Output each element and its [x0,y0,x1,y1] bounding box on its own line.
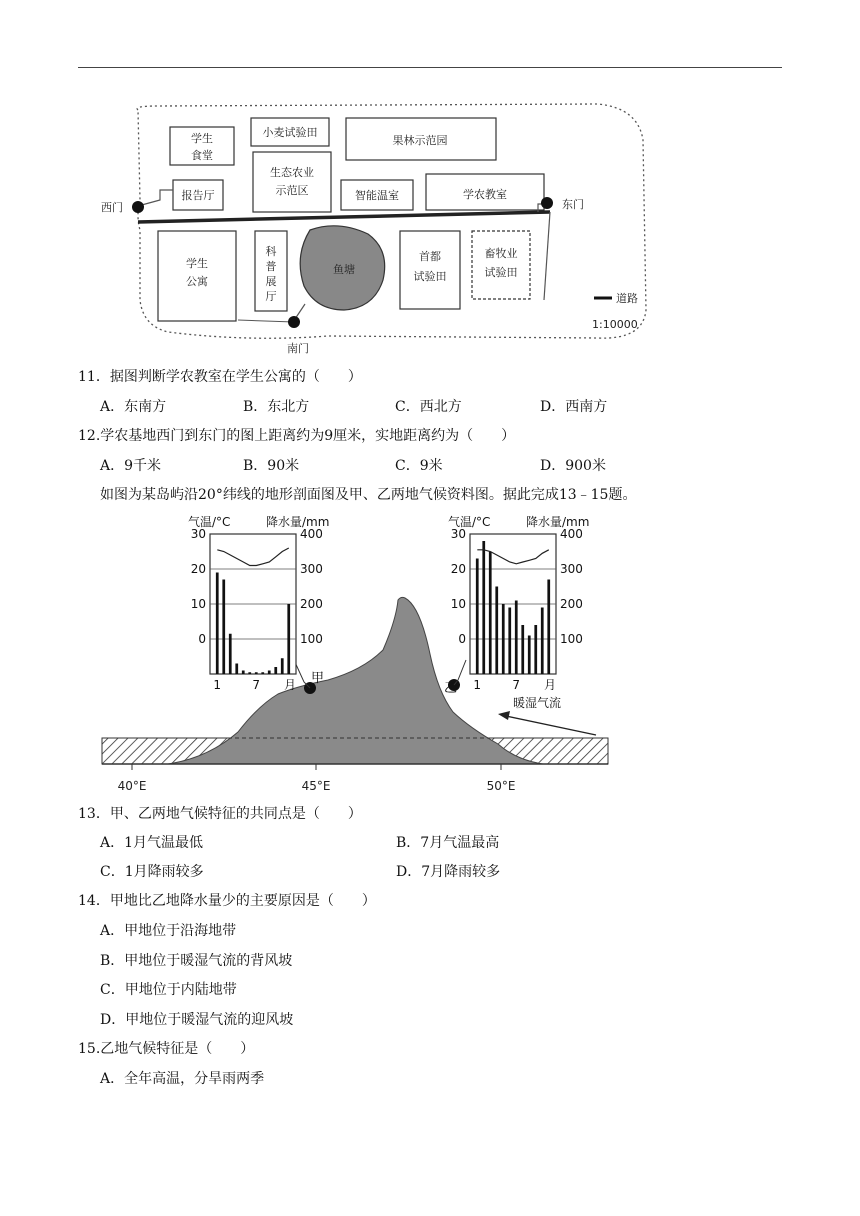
airflow-arrowhead [498,711,510,720]
precip-bar-yi [521,625,524,674]
precip-tick-label-jia: 200 [300,597,323,611]
precip-bar-yi [528,636,531,675]
science-l3: 展 [265,275,277,288]
precip-bar-yi [547,580,550,675]
dorm-l1: 学生 [186,257,208,270]
dorm-l2: 公寓 [186,275,208,288]
precip-bar-yi [482,541,485,674]
canteen-l1: 学生 [191,132,213,145]
q13-option-c: C．1月降雨较多 [100,864,204,880]
road-legend-label: 道路 [616,292,638,305]
q11-option-b: B．东北方 [243,399,310,415]
month-axis-label-yi: 月 [543,678,557,692]
west-gate-marker [132,201,144,213]
precip-bar-jia [235,664,238,675]
temp-tick-label-yi: 20 [450,562,466,576]
climate-chart-jia [188,514,329,692]
precip-tick-label-yi: 400 [560,527,583,541]
temp-tick-label-yi: 0 [458,632,466,646]
q12-option-a: A．9千米 [100,458,162,474]
q15-option-a: A．全年高温，分旱雨两季 [100,1071,265,1087]
q13-stem: 13．甲、乙两地气候特征的共同点是（ ） [78,806,362,822]
main-road [138,212,550,222]
q11-option-a: A．东南方 [100,399,167,415]
q14-option-d: D．甲地位于暖湿气流的迎风坡 [100,1012,294,1028]
precip-tick-label-jia: 100 [300,632,323,646]
precip-bar-yi [489,552,492,675]
precip-bar-yi [515,601,518,675]
q12-option-c: C．9米 [395,458,443,474]
eco-l2: 示范区 [275,184,309,197]
precip-bar-jia [216,573,219,675]
greenhouse-label: 智能温室 [355,189,399,202]
q14-stem: 14．甲地比乙地降水量少的主要原因是（ ） [78,893,376,909]
precip-bar-yi [495,587,498,675]
temp-axis-title-yi: 气温/°C [448,515,491,529]
airflow-arrow-line [506,716,596,735]
q11-option-c: C．西北方 [395,399,462,415]
intro-text: 如图为某岛屿沿20°纬线的地形剖面图及甲、乙两地气候资料图。据此完成13﹣15题。 [100,487,637,503]
precip-tick-label-yi: 200 [560,597,583,611]
orchard-label: 果林示范园 [392,134,448,147]
q14-option-a: A．甲地位于沿海地带 [100,923,237,939]
precip-axis-title-jia: 降水量/mm [266,515,330,529]
south-gate-label: 南门 [287,342,309,355]
precip-bar-yi [508,608,511,675]
livestock-l2: 试验田 [484,266,518,279]
q14-option-b: B．甲地位于暖湿气流的背风坡 [100,953,293,969]
point-yi-label: 乙 [444,681,458,696]
q13-option-b: B．7月气温最高 [396,835,500,851]
month-axis-label-jia: 月 [283,678,297,692]
month-tick-label-jia: 1 [213,678,222,692]
terrain-profile-figure [98,510,613,800]
shoudu-l1: 首都 [419,250,441,263]
temp-tick-label-yi: 10 [450,597,466,611]
precip-bar-jia [242,671,245,675]
precip-bar-jia [222,580,225,675]
precip-bar-jia [248,672,251,674]
temp-tick-label-jia: 10 [190,597,206,611]
livestock-l1: 畜牧业 [484,247,518,260]
pond-label: 鱼塘 [333,263,355,276]
canteen-l2: 食堂 [191,149,213,162]
classroom-label: 学农教室 [463,188,507,201]
q12-option-d: D．900米 [540,458,606,474]
precip-tick-label-jia: 300 [300,562,323,576]
map-scale: 1:10000 [592,318,638,331]
science-l2: 普 [265,260,277,273]
precip-tick-label-yi: 100 [560,632,583,646]
q12-option-b: B．90米 [243,458,300,474]
east-gate-marker [541,197,553,209]
precip-bar-jia [229,634,232,674]
temp-tick-label-yi: 30 [450,527,466,541]
east-gate-label: 东门 [562,198,584,211]
month-tick-label-jia: 7 [252,678,261,692]
month-tick-label-yi: 7 [512,678,521,692]
header-rule [78,67,782,68]
q14-option-c: C．甲地位于内陆地带 [100,982,237,998]
temp-tick-label-jia: 30 [190,527,206,541]
south-gate-marker [288,316,300,328]
month-tick-label-yi: 1 [473,678,482,692]
q15-stem: 15.乙地气候特征是（ ） [78,1041,255,1057]
precip-bar-jia [261,672,264,674]
wheat-field-label: 小麦试验田 [262,126,318,139]
temp-axis-title-jia: 气温/°C [188,515,231,529]
point-jia-label: 甲 [311,671,325,686]
q13-option-d: D．7月降雨较多 [396,864,501,880]
precip-bar-jia [281,658,284,674]
climate-chart-yi [448,514,589,692]
precip-bar-yi [541,608,544,675]
precip-axis-title-yi: 降水量/mm [526,515,590,529]
x-label-40e: 40°E [117,779,147,793]
farm-map [98,100,648,362]
airflow-label: 暖湿气流 [513,696,562,710]
precip-bar-jia [255,672,258,674]
x-label-45e: 45°E [301,779,331,793]
x-label-50e: 50°E [486,779,516,793]
q11-option-d: D．西南方 [540,399,608,415]
q11-stem: 11．据图判断学农教室在学生公寓的（ ） [78,369,362,385]
eco-l1: 生态农业 [270,166,314,179]
temp-tick-label-jia: 20 [190,562,206,576]
west-gate-label: 西门 [101,201,123,214]
hall-label: 报告厅 [181,189,215,202]
precip-bar-yi [534,625,537,674]
science-l1: 科 [265,245,277,258]
q12-stem: 12.学农基地西门到东门的图上距离约为9厘米，实地距离约为（ ） [78,428,516,444]
q13-option-a: A．1月气温最低 [100,835,204,851]
precip-bar-jia [268,671,271,675]
precip-bar-jia [287,604,290,674]
precip-bar-yi [502,604,505,674]
precip-bar-yi [476,559,479,675]
precip-tick-label-jia: 400 [300,527,323,541]
temp-tick-label-jia: 0 [198,632,206,646]
science-l4: 厅 [265,290,277,303]
shoudu-l2: 试验田 [413,270,447,283]
precip-tick-label-yi: 300 [560,562,583,576]
precip-bar-jia [274,667,277,674]
